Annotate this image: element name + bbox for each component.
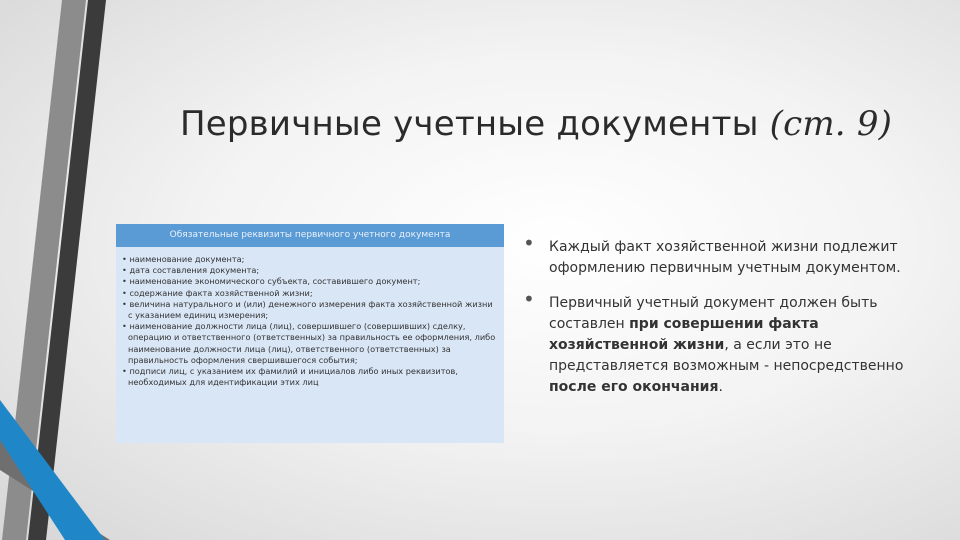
key-point-2-text-part1: Первичный учетный документ должен быть составлен	[549, 295, 878, 332]
requisites-list	[116, 247, 504, 388]
requisites-box-header: Обязательные реквизиты первичного учетного документа	[116, 224, 504, 247]
list-item: • содержание факта хозяйственной жизни;	[120, 288, 498, 299]
key-point-2-bold2: после его окончания	[549, 379, 719, 395]
key-point-2-text-part3: .	[718, 379, 723, 395]
key-point-2-bold1: при совершении факта хозяйственной жизни	[549, 316, 819, 353]
list-item: • дата составления документа;	[120, 265, 498, 276]
slide-title	[180, 104, 900, 144]
key-point-2	[522, 287, 932, 398]
bullet-icon: •	[523, 287, 535, 311]
key-point-2-text-part2: , а если это не представляется возможным - непосредственно	[549, 337, 904, 374]
list-item: • наименование документа;	[120, 254, 498, 265]
list-item: • величина натурального и (или) денежного измерения факта хозяйственной жизни с указанием единиц измерения;	[120, 299, 498, 321]
key-points-list	[522, 231, 932, 412]
key-point-1-text: Каждый факт хозяйственной жизни подлежит оформлению первичным учетным документом.	[549, 239, 901, 276]
title-article-ref: (ст. 9)	[769, 104, 893, 144]
list-item: • наименование должности лица (лиц), совершившего (совершивших) сделку, операцию и ответственного (ответственных) за правильность ее оформления, либо наименование должности лица (лиц), ответственного (ответственных) за правильность оформления свершившегося события;	[120, 321, 498, 366]
list-item: • подписи лиц, с указанием их фамилий и инициалов либо иных реквизитов, необходимых для идентификации этих лиц	[120, 366, 498, 388]
requisites-box	[116, 224, 504, 443]
title-main: Первичные учетные документы	[180, 104, 759, 144]
bullet-icon: •	[523, 231, 535, 255]
key-point-1	[522, 231, 932, 279]
list-item: • наименование экономического субъекта, составившего документ;	[120, 276, 498, 287]
